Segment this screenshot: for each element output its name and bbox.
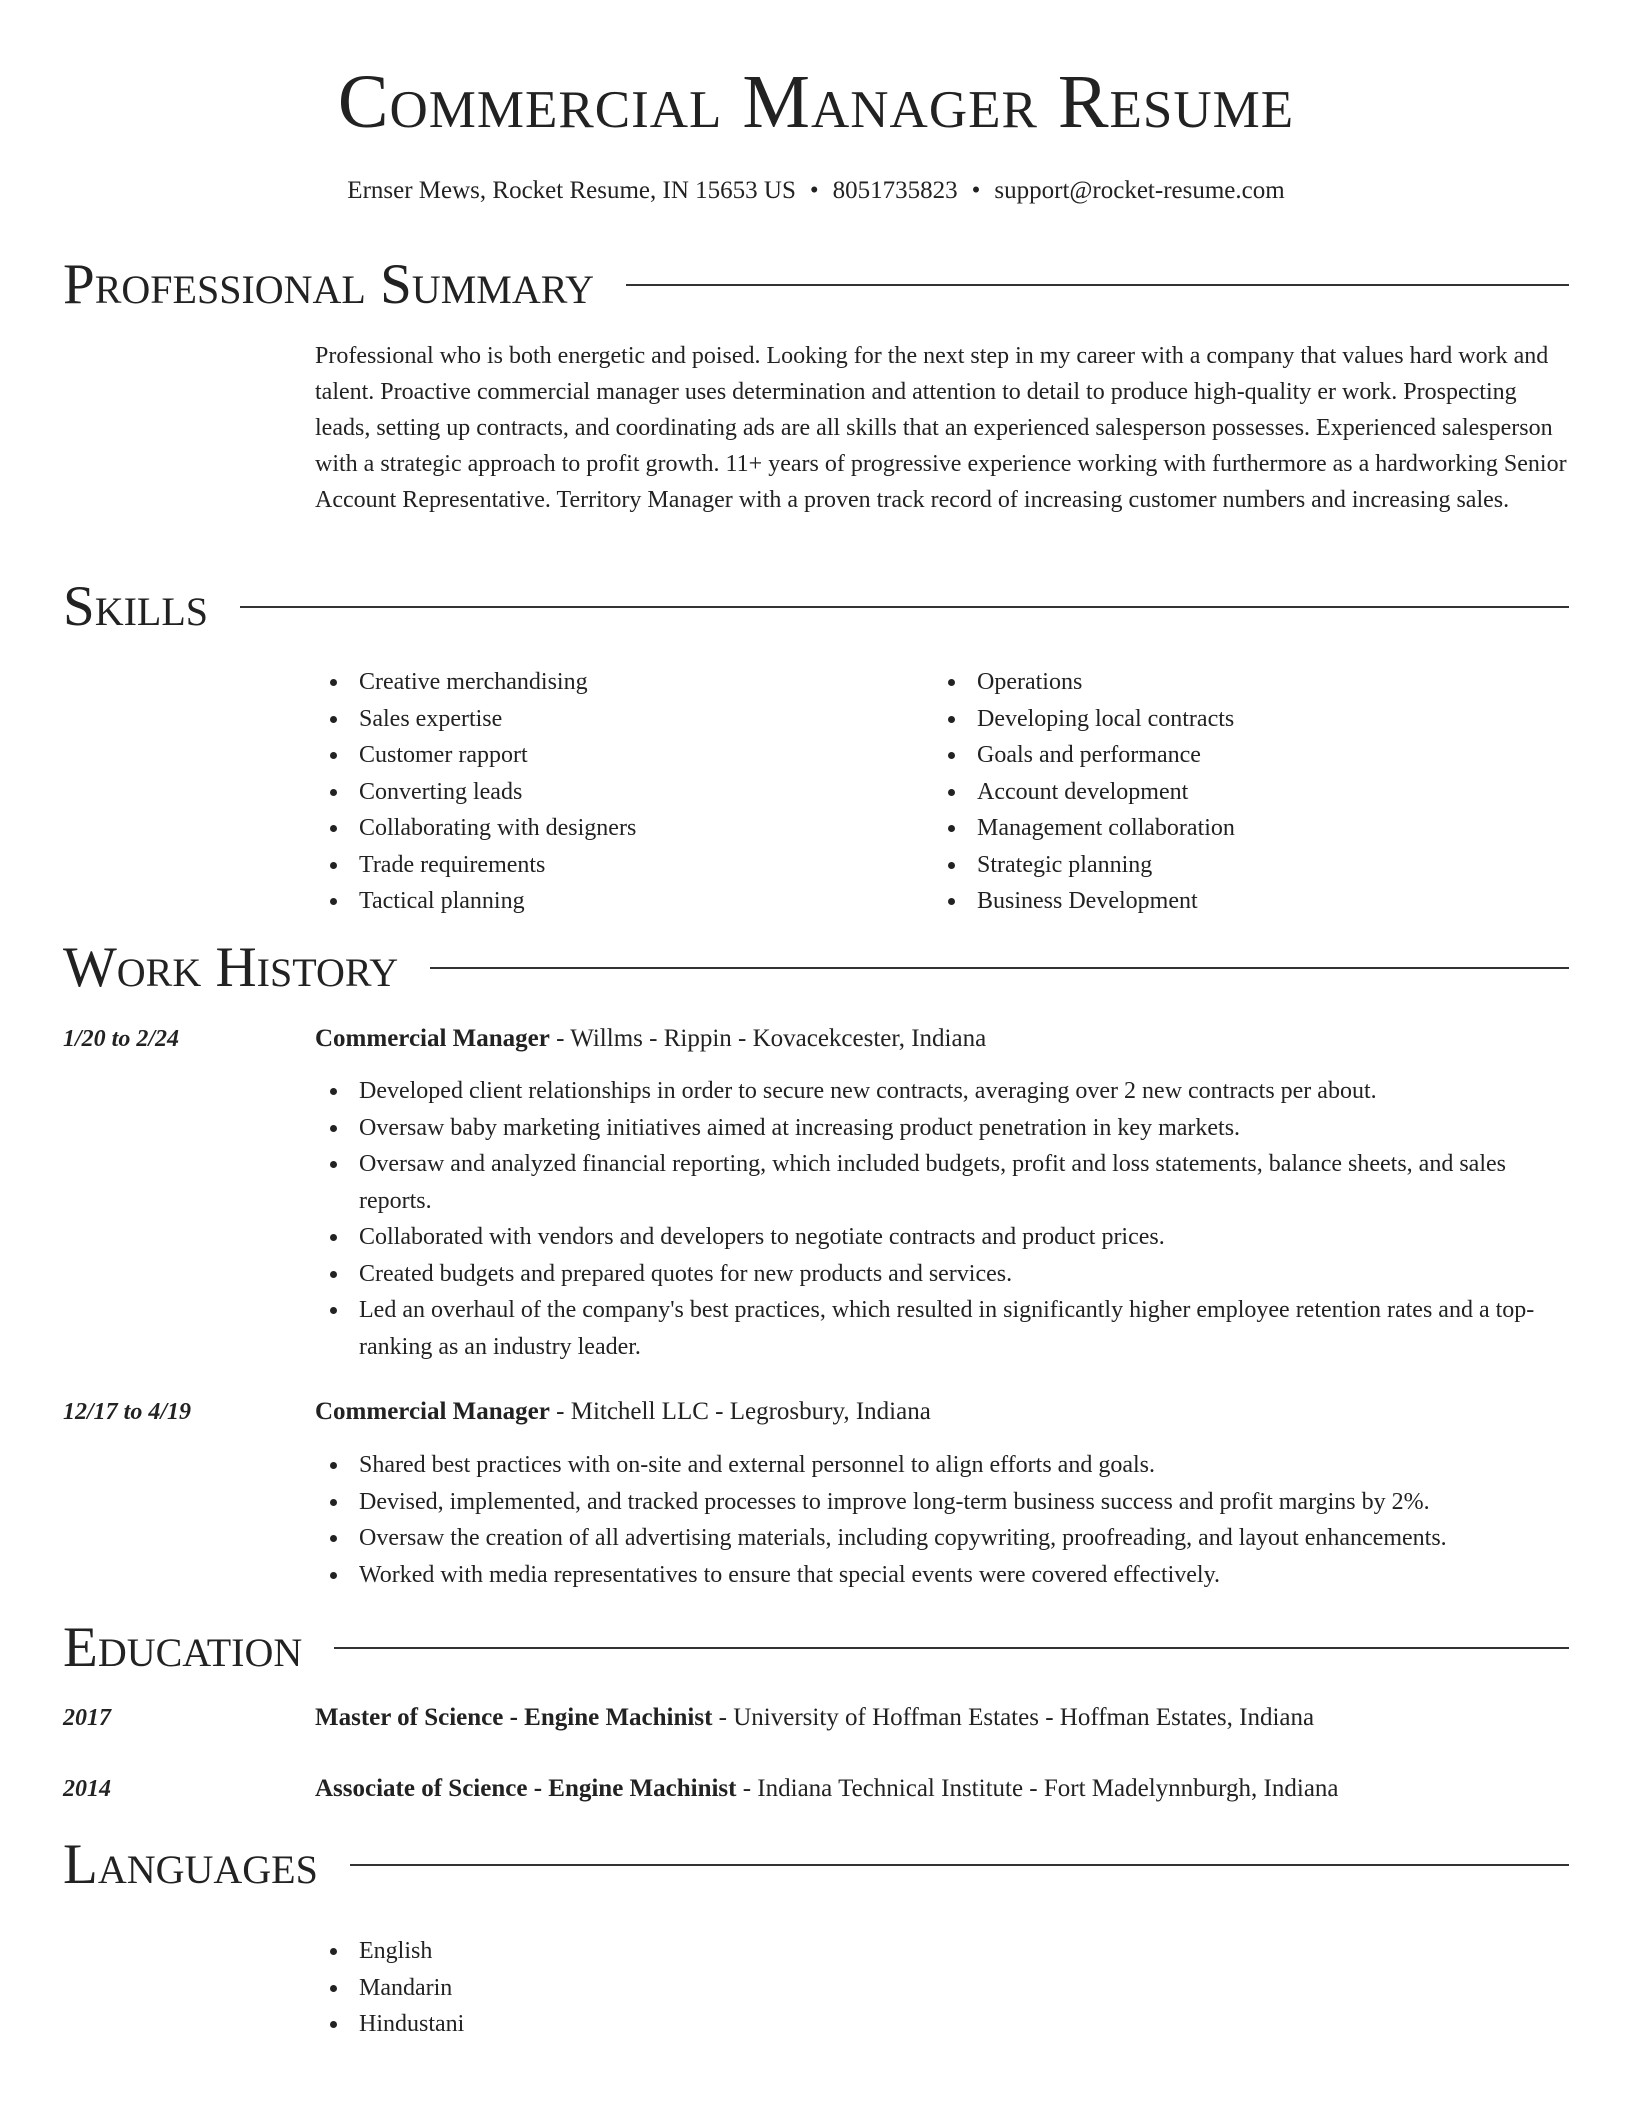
education-details: - University of Hoffman Estates - Hoffman Estates, Indiana — [712, 1704, 1315, 1731]
section-header-summary — [63, 250, 1569, 320]
job-bullet: Worked with media representatives to ensure that special events were covered effectively. — [315, 1557, 1569, 1594]
section-title-work-history: Work History — [63, 936, 399, 999]
section-divider — [350, 1864, 1569, 1866]
education-year: 2017 — [63, 1705, 111, 1731]
skill-item: Management collaboration — [933, 810, 1573, 847]
section-header-skills — [63, 572, 1569, 642]
section-divider — [334, 1647, 1569, 1649]
skill-item: Account development — [933, 774, 1573, 811]
education-details: - Indiana Technical Institute - Fort Madelynnburgh, Indiana — [736, 1775, 1339, 1802]
job-heading — [315, 1021, 1569, 1057]
education-degree: Master of Science - Engine Machinist — [315, 1704, 713, 1731]
job-bullet: Shared best practices with on-site and external personnel to align efforts and goals. — [315, 1447, 1569, 1484]
section-title-skills: Skills — [63, 575, 209, 638]
skill-item: Creative merchandising — [315, 664, 895, 701]
job-bullet: Oversaw the creation of all advertising materials, including copywriting, proofreading, and layout enhancements. — [315, 1520, 1569, 1557]
skill-item: Trade requirements — [315, 847, 895, 884]
job-bullet: Collaborated with vendors and developers to negotiate contracts and product prices. — [315, 1219, 1569, 1256]
skill-item: Goals and performance — [933, 737, 1573, 774]
job-details: - Mitchell LLC - Legrosbury, Indiana — [549, 1398, 931, 1425]
skill-item: Operations — [933, 664, 1573, 701]
job-bullet-list — [315, 1073, 1569, 1365]
skill-item: Sales expertise — [315, 701, 895, 738]
section-header-work-history — [63, 933, 1569, 1003]
languages-list — [315, 1933, 715, 2043]
skills-list-right — [933, 664, 1573, 920]
education-entry — [315, 1700, 1569, 1736]
education-degree: Associate of Science - Engine Machinist — [315, 1775, 737, 1802]
skill-item: Developing local contracts — [933, 701, 1573, 738]
section-title-education: Education — [63, 1616, 303, 1679]
job-dates: 12/17 to 4/19 — [63, 1399, 192, 1425]
job-bullet: Developed client relationships in order to secure new contracts, averaging over 2 new contracts per about. — [315, 1073, 1569, 1110]
job-bullet: Created budgets and prepared quotes for new products and services. — [315, 1256, 1569, 1293]
education-year: 2014 — [63, 1776, 111, 1802]
skill-item: Strategic planning — [933, 847, 1573, 884]
section-divider — [240, 606, 1569, 608]
contact-address: Ernser Mews, Rocket Resume, IN 15653 US — [347, 177, 796, 204]
section-header-languages — [63, 1830, 1569, 1900]
job-title: Commercial Manager — [315, 1398, 550, 1425]
section-header-education — [63, 1613, 1569, 1683]
contact-separator: • — [809, 177, 819, 204]
section-divider — [626, 284, 1569, 286]
language-item: Hindustani — [315, 2006, 715, 2043]
skill-item: Customer rapport — [315, 737, 895, 774]
contact-phone: 8051735823 — [832, 177, 958, 204]
section-title-languages: Languages — [63, 1833, 318, 1896]
section-title-summary: Professional Summary — [63, 253, 595, 316]
skill-item: Tactical planning — [315, 883, 895, 920]
language-item: Mandarin — [315, 1970, 715, 2007]
job-bullet: Oversaw baby marketing initiatives aimed at increasing product penetration in key markets. — [315, 1110, 1569, 1147]
job-title: Commercial Manager — [315, 1025, 550, 1052]
job-bullet: Oversaw and analyzed financial reporting, which included budgets, profit and loss statements, balance sheets, and sales reports. — [315, 1146, 1569, 1219]
job-heading — [315, 1394, 1569, 1430]
language-item: English — [315, 1933, 715, 1970]
job-bullet: Devised, implemented, and tracked processes to improve long-term business success and profit margins by 2%. — [315, 1484, 1569, 1521]
education-entry — [315, 1771, 1569, 1807]
summary-text: Professional who is both energetic and poised. Looking for the next step in my career with a company that values hard work and talent. Proactive commercial manager uses determination and attention to detail to produce high-quality er work. Prospecting leads, setting up contracts, and coordinating ads are all skills that an experienced salesperson possesses. Experienced salesperson with a strategic approach to profit growth. 11+ years of progressive experience working with furthermore as a hardworking Senior Account Representative. Territory Manager with a proven track record of increasing customer numbers and increasing sales. — [315, 343, 1567, 513]
job-details: - Willms - Rippin - Kovacekcester, Indiana — [549, 1025, 987, 1052]
skills-list-left — [315, 664, 895, 920]
section-divider — [430, 967, 1569, 969]
job-bullet: Led an overhaul of the company's best practices, which resulted in significantly higher employee retention rates and a top-ranking as an industry leader. — [315, 1292, 1569, 1365]
contact-email: support@rocket-resume.com — [994, 177, 1285, 204]
resume-title: Commercial Manager Resume — [337, 60, 1295, 144]
job-dates: 1/20 to 2/24 — [63, 1026, 180, 1052]
skill-item: Collaborating with designers — [315, 810, 895, 847]
job-bullet-list — [315, 1447, 1569, 1593]
skill-item: Business Development — [933, 883, 1573, 920]
contact-line — [0, 174, 1632, 208]
contact-separator: • — [971, 177, 981, 204]
skill-item: Converting leads — [315, 774, 895, 811]
